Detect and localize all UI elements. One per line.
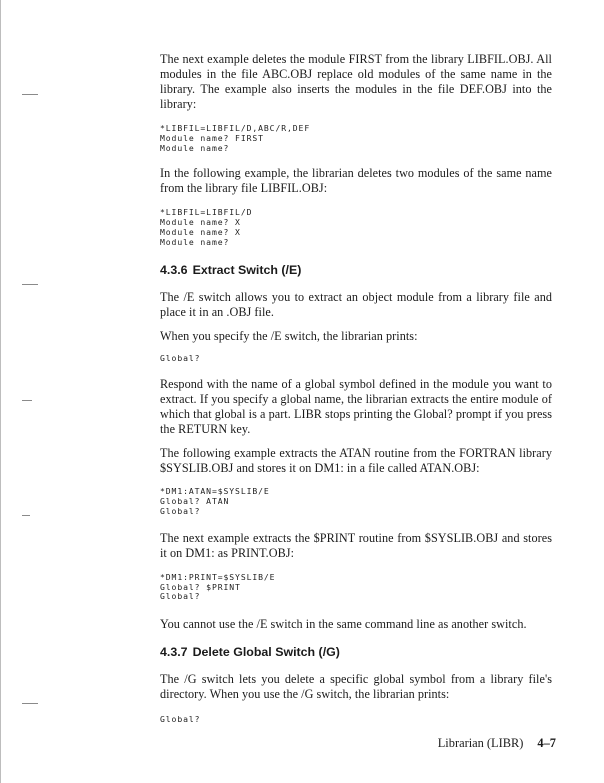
section-title: Extract Switch (/E) — [192, 262, 302, 277]
margin-tick-mark — [22, 703, 38, 704]
margin-tick-mark — [22, 400, 32, 401]
paragraph: The /E switch allows you to extract an object module from a library file and place it in an .OBJ file. — [160, 289, 552, 319]
chapter-title: Librarian (LIBR) — [437, 736, 524, 750]
code-example: *LIBFIL=LIBFIL/D,ABC/R,DEF Module name? FIRST Module name? — [160, 123, 311, 153]
page-edge-line — [0, 0, 1, 783]
paragraph: The following example extracts the ATAN routine from the FORTRAN library $SYSLIB.OBJ and stores it on DM1: in a file called ATAN.OBJ: — [160, 446, 552, 476]
paragraph: The next example extracts the $PRINT routine from $SYSLIB.OBJ and stores it on DM1: as PRINT.OBJ: — [160, 530, 552, 560]
paragraph: The next example deletes the module FIRST from the library LIBFIL.OBJ. All modules in the file ABC.OBJ replace old modules of the same name in the library. The example also inserts the modules in the file DEF.OBJ into the library: — [160, 52, 552, 111]
section-heading — [160, 645, 552, 660]
code-example: Global? — [160, 714, 201, 725]
section-number: 4.3.7 — [160, 645, 188, 660]
margin-tick-mark — [22, 94, 38, 95]
code-example: *DM1:PRINT=$SYSLIB/E Global? $PRINT Global? — [160, 571, 276, 602]
paragraph: You cannot use the /E switch in the same command line as another switch. — [160, 617, 527, 632]
code-example: *DM1:ATAN=$SYSLIB/E Global? ATAN Global? — [160, 486, 270, 516]
paragraph: In the following example, the librarian deletes two modules of the same name from the library file LIBFIL.OBJ: — [160, 166, 552, 196]
page-number: 4–7 — [537, 736, 556, 750]
paragraph: The /G switch lets you delete a specific global symbol from a library file's directory. When you use the /G switch, the librarian prints: — [160, 672, 552, 702]
section-title: Delete Global Switch (/G) — [192, 645, 340, 660]
paragraph: Respond with the name of a global symbol defined in the module you want to extract. If you specify a global name, the librarian extracts the entire module of which that global is a part. LIBR stops printing the Global? prompt if you press the RETURN key. — [160, 377, 552, 437]
paragraph: When you specify the /E switch, the librarian prints: — [160, 328, 418, 343]
margin-tick-mark — [22, 515, 30, 516]
code-example: Global? — [160, 352, 201, 363]
section-number: 4.3.6 — [160, 262, 188, 277]
section-heading — [160, 263, 552, 278]
page-footer — [438, 736, 556, 751]
margin-tick-mark — [22, 284, 38, 285]
code-example: *LIBFIL=LIBFIL/D Module name? X Module name? X Module name? — [160, 207, 253, 247]
page-content — [160, 52, 552, 725]
